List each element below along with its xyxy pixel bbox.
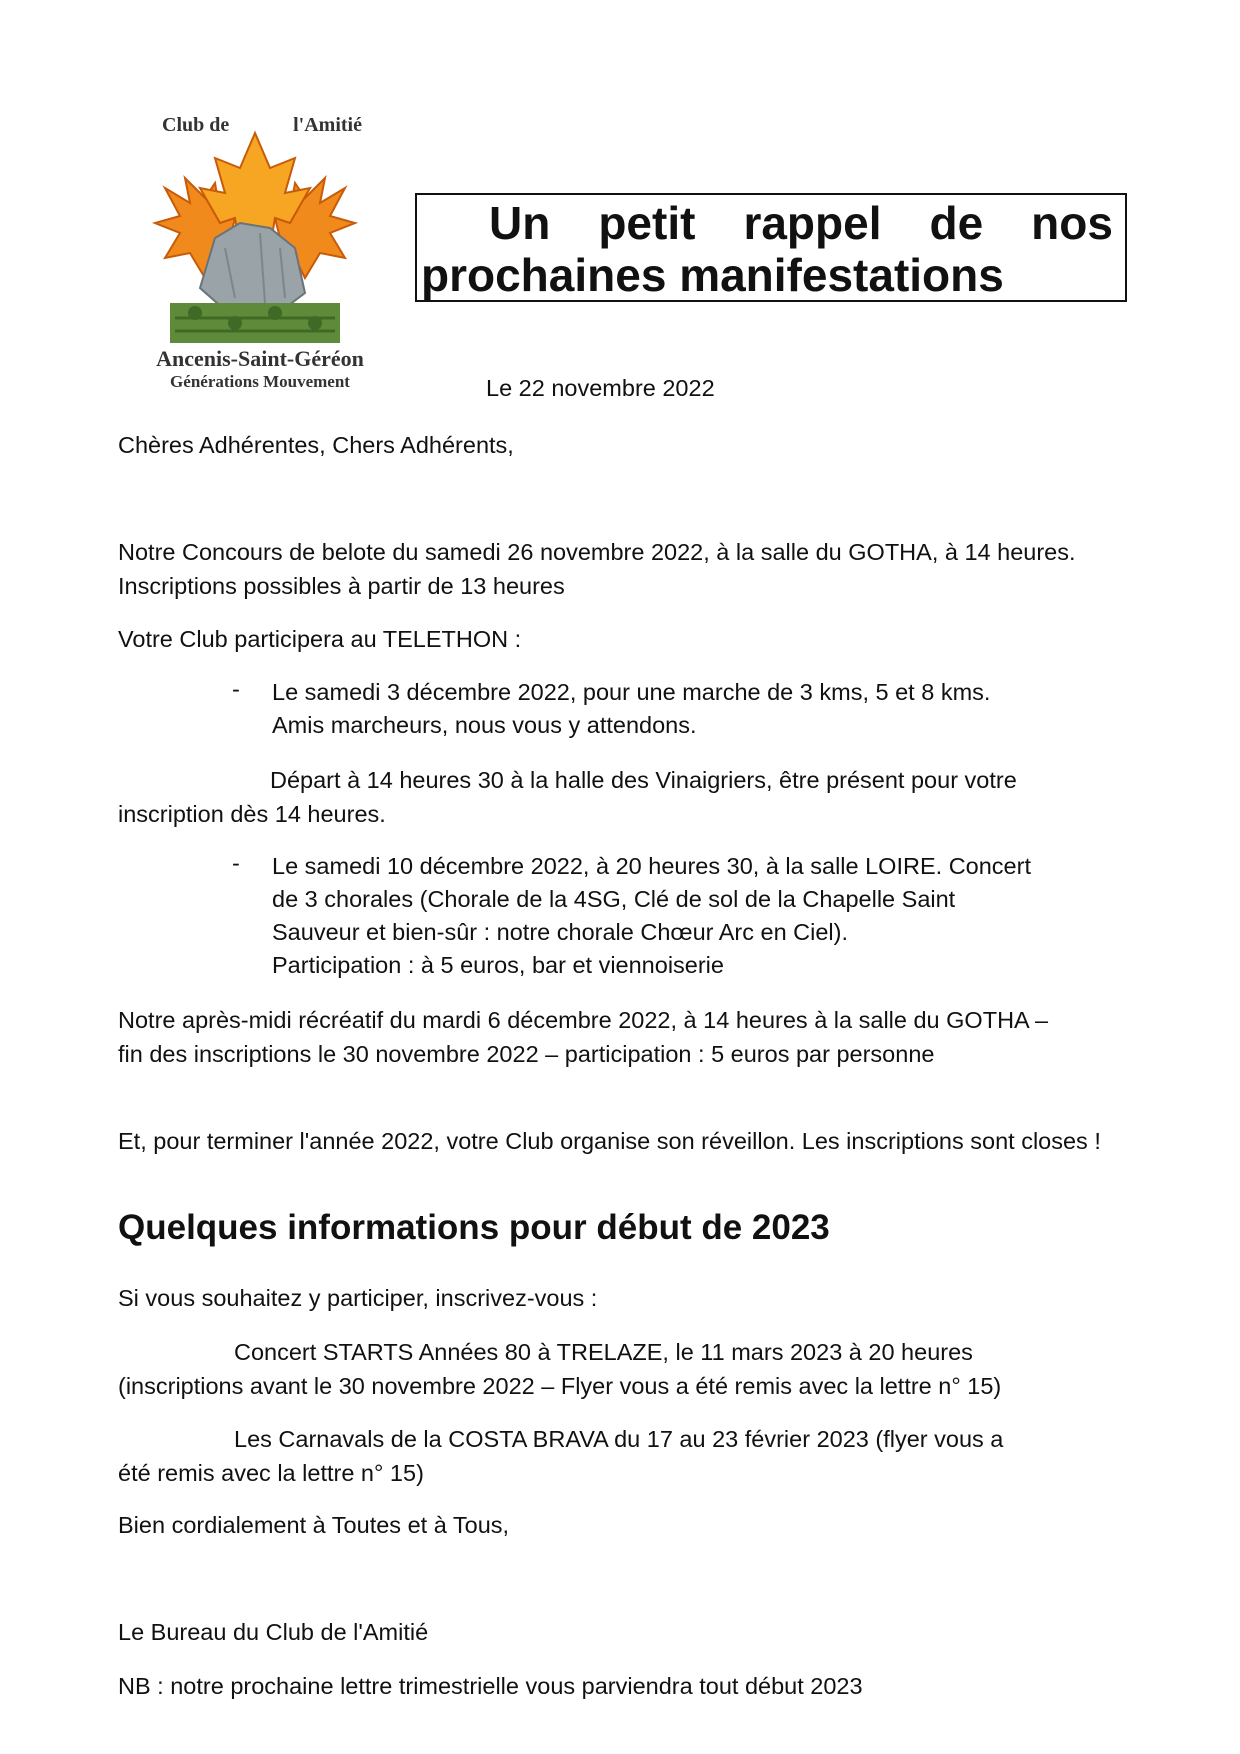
paragraph-depart <box>118 763 1118 831</box>
bullet-line: Le samedi 3 décembre 2022, pour une marche de 3 kms, 5 et 8 kms. <box>272 679 991 705</box>
depart-line-1: Départ à 14 heures 30 à la halle des Vinaigriers, être présent pour votre <box>270 767 1017 793</box>
title-word: Un <box>489 197 551 249</box>
page-title <box>421 197 1113 301</box>
logo-top-left: Club de <box>162 114 230 136</box>
greeting: Chères Adhérentes, Chers Adhérents, <box>118 432 514 458</box>
signature: Le Bureau du Club de l'Amitié <box>118 1619 429 1645</box>
maple-leaf-logo-icon <box>145 128 365 358</box>
bullet-line: Participation : à 5 euros, bar et viennoiserie <box>272 952 724 978</box>
title-word: rappel <box>743 197 882 249</box>
title-box <box>415 193 1127 302</box>
starts-line-2: (inscriptions avant le 30 novembre 2022 – Flyer vous a été remis avec la lettre n° 15) <box>118 1373 1002 1399</box>
bullet-mark: - <box>232 676 240 702</box>
closing: Bien cordialement à Toutes et à Tous, <box>118 1512 510 1538</box>
letter-date: Le 22 novembre 2022 <box>486 375 715 401</box>
depart-line-2: inscription dès 14 heures. <box>118 801 386 827</box>
logo-city: Ancenis-Saint-Géréon <box>156 346 364 371</box>
paragraph-inscrivez: Si vous souhaitez y participer, inscrivez-vous : <box>118 1285 598 1311</box>
bullet-item-concert <box>272 850 1122 982</box>
logo-top-right: l'Amitié <box>293 114 362 136</box>
bullet-line: de 3 chorales (Chorale de la 4SG, Clé de sol de la Chapelle Saint <box>272 886 956 912</box>
paragraph-starts <box>118 1335 1118 1403</box>
carnavals-line-2: été remis avec la lettre n° 15) <box>118 1460 424 1486</box>
carnavals-line-1: Les Carnavals de la COSTA BRAVA du 17 au 23 février 2023 (flyer vous a <box>234 1426 1004 1452</box>
bullet-mark: - <box>232 850 240 876</box>
logo-subtitle: Générations Mouvement <box>170 372 350 391</box>
club-logo <box>130 108 390 398</box>
title-word: nos <box>1031 197 1113 249</box>
bullet-item-walk <box>272 676 1122 742</box>
nb-note: NB : notre prochaine lettre trimestrielle vous parviendra tout début 2023 <box>118 1673 863 1699</box>
starts-line-1: Concert STARTS Années 80 à TRELAZE, le 11 mars 2023 à 20 heures <box>234 1339 973 1365</box>
paragraph-carnavals <box>118 1422 1118 1490</box>
paragraph-telethon: Votre Club participera au TELETHON : <box>118 626 522 652</box>
paragraph-reveillon: Et, pour terminer l'année 2022, votre Club organise son réveillon. Les inscriptions sont closes ! <box>118 1128 1101 1154</box>
title-word: de <box>929 197 984 249</box>
heading-2023: Quelques informations pour début de 2023 <box>118 1208 830 1247</box>
title-word: petit <box>598 197 696 249</box>
bullet-line: Le samedi 10 décembre 2022, à 20 heures 30, à la salle LOIRE. Concert <box>272 853 1031 879</box>
paragraph-belote: Notre Concours de belote du samedi 26 novembre 2022, à la salle du GOTHA, à 14 heures. Inscriptions possibles à partir de 13 heures <box>118 539 1076 599</box>
title-line-2: prochaines manifestations <box>421 249 1004 301</box>
bullet-line: Amis marcheurs, nous vous y attendons. <box>272 712 697 738</box>
bullet-line: Sauveur et bien-sûr : notre chorale Chœur Arc en Ciel). <box>272 919 849 945</box>
title-line-1 <box>421 197 1113 249</box>
paragraph-apres-midi: Notre après-midi récréatif du mardi 6 décembre 2022, à 14 heures à la salle du GOTHA – fin des inscriptions le 30 novembre 2022 – participation : 5 euros par personne <box>118 1007 1049 1067</box>
